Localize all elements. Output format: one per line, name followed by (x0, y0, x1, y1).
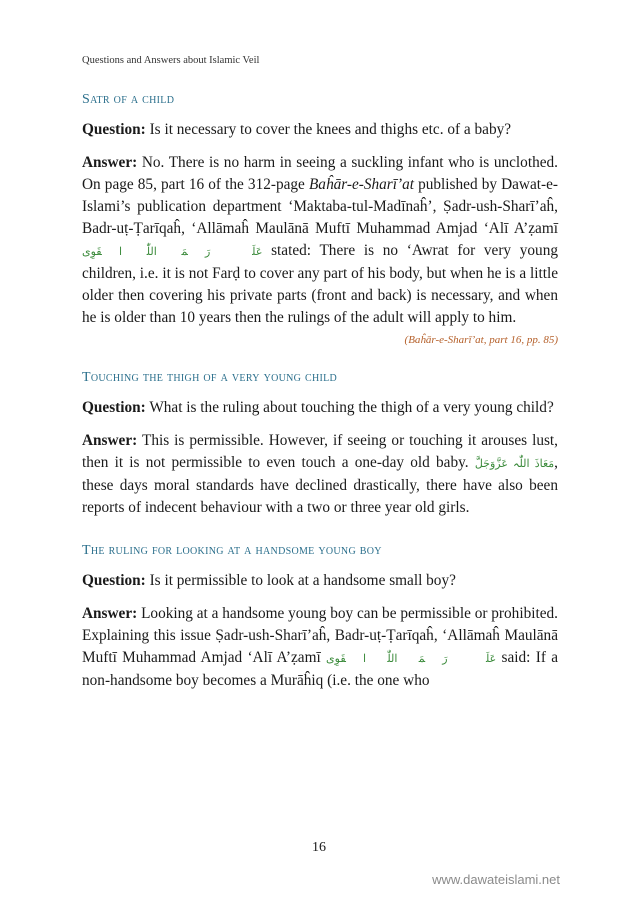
answer-label: Answer: (82, 154, 138, 171)
answer-text: published by Dawat-e-Islami’s publication department ‘Maktaba-tul-Madīnaĥ’, Ṣadr-ush-Sharī’aĥ, Badr-uṭ-Ṭarīqaĥ, ‘Allāmaĥ Maulānā Muftī Muhammad Amjad ‘Alī A’ẓamī (82, 176, 558, 237)
page-number: 16 (312, 840, 326, 855)
arabic-honorific: عَلَیۡہِ رَحۡمَۃُ اللّٰہِ الۡقَوِی (82, 246, 263, 258)
question-text: What is the ruling about touching the thigh of a very young child? (149, 399, 554, 416)
book-title: Baĥār-e-Sharī’at (308, 176, 414, 193)
website-url: www.dawateislami.net (432, 872, 560, 887)
answer-text: , these days moral standards have declined drastically, there have also been reports of indecent behaviour with a two or three year old girls. (82, 454, 558, 516)
question (82, 119, 558, 141)
answer-text: Looking at a handsome young boy can be permissible or prohibited. Explaining this issue Ṣadr-ush-Sharī’aĥ, Badr-uṭ-Ṭarīqaĥ, ‘Allāmaĥ Maulānā Muftī Muhammad Amjad ‘Alī A’ẓamī (82, 605, 558, 666)
answer (82, 603, 558, 692)
answer (82, 430, 558, 519)
answer-text: No. There is no harm in seeing a suckling infant who is unclothed. On page 85, part 16 of the 312-page (82, 154, 558, 193)
section-spacer (82, 523, 558, 543)
answer-text: stated: There is no ‘Awrat for very young children, i.e. it is not Farḍ to cover any part of his body, but when he is a little older then covering his private parts (front and back) is necessary, and when he is older than 10 years then the rulings of the adult will apply to him. (82, 242, 559, 326)
question (82, 397, 558, 419)
section-heading: Satr of a child (82, 92, 175, 107)
page-body (82, 92, 558, 696)
arabic-honorific: عَلَیۡہِ رَحۡمَۃُ اللّٰہِ الۡقَوِی (326, 653, 497, 665)
answer-text: said: If a non-handsome boy becomes a Murāĥiq (i.e. the one who (82, 649, 559, 689)
answer-label: Answer: (82, 432, 138, 449)
section-heading: The ruling for looking at a handsome young boy (82, 543, 382, 558)
answer-text: This is permissible. However, if seeing or touching it arouses lust, then it is not permissible to even touch a one-day old baby. (82, 432, 558, 471)
question-label: Question: (82, 121, 146, 138)
question-label: Question: (82, 399, 146, 416)
question-text: Is it permissible to look at a handsome small boy? (149, 572, 456, 589)
answer (82, 152, 558, 329)
question (82, 570, 558, 592)
section-heading: Touching the thigh of a very young child (82, 370, 338, 385)
arabic-phrase: مَعَاذَ اللّٰہ عَزَّوَجَلَّ (474, 458, 555, 470)
reference: (Baĥār-e-Sharī’at, part 16, pp. 85) (404, 334, 558, 346)
answer-label: Answer: (82, 605, 138, 622)
question-text: Is it necessary to cover the knees and thighs etc. of a baby? (149, 121, 512, 138)
question-label: Question: (82, 572, 146, 589)
running-head: Questions and Answers about Islamic Veil (82, 55, 260, 66)
